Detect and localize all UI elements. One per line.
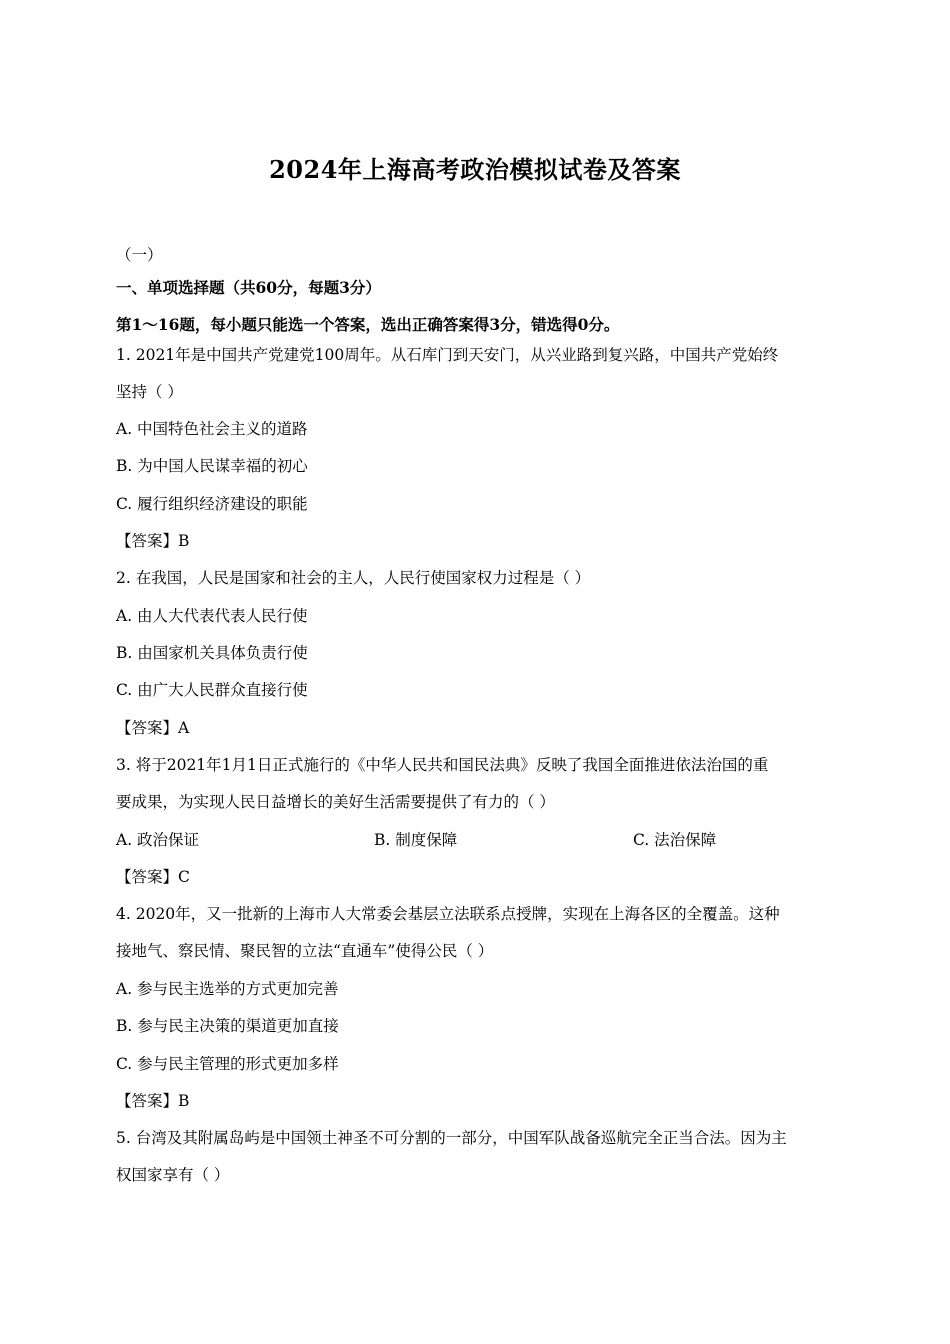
question-1-answer: 【答案】B	[116, 532, 190, 550]
question-2-text: 2. 在我国，人民是国家和社会的主人，人民行使国家权力过程是（ ）	[116, 569, 591, 587]
question-3-option-a: A. 政治保证	[116, 831, 200, 849]
question-5-text: 5. 台湾及其附属岛屿是中国领土神圣不可分割的一部分，中国军队战备巡航完全正当合法。因为主	[116, 1129, 787, 1147]
question-1-option-a: A. 中国特色社会主义的道路	[116, 420, 308, 438]
question-3-option-b: B. 制度保障	[374, 831, 458, 849]
document-title: 2024年上海高考政治模拟试卷及答案	[269, 155, 681, 184]
question-3-text-cont: 要成果，为实现人民日益增长的美好生活需要提供了有力的（ ）	[116, 793, 555, 811]
question-4-text: 4. 2020年，又一批新的上海市人大常委会基层立法联系点授牌，实现在上海各区的全覆盖。这种	[116, 905, 780, 923]
question-4-text-cont: 接地气、察民情、聚民智的立法“直通车”使得公民（ ）	[116, 942, 494, 960]
question-3-text: 3. 将于2021年1月1日正式施行的《中华人民共和国民法典》反映了我国全面推进依法治国的重	[116, 756, 769, 774]
question-1-text: 1. 2021年是中国共产党建党100周年。从石库门到天安门，从兴业路到复兴路，中国共产党始终	[116, 346, 779, 364]
section-label: （一）	[116, 246, 163, 264]
question-2-answer: 【答案】A	[116, 719, 190, 737]
question-4-option-a: A. 参与民主选举的方式更加完善	[116, 980, 339, 998]
question-4-answer: 【答案】B	[116, 1092, 190, 1110]
question-1-option-b: B. 为中国人民谋幸福的初心	[116, 457, 308, 475]
question-5-text-cont: 权国家享有（ ）	[116, 1166, 230, 1184]
question-3-answer: 【答案】C	[116, 868, 190, 886]
question-1-option-c: C. 履行组织经济建设的职能	[116, 495, 308, 513]
question-3-option-c: C. 法治保障	[633, 831, 717, 849]
question-4-option-c: C. 参与民主管理的形式更加多样	[116, 1055, 339, 1073]
question-1-text-cont: 坚持（ ）	[116, 383, 183, 401]
section-instruction: 第1～16题，每小题只能选一个答案，选出正确答案得3分，错选得0分。	[116, 315, 620, 334]
question-2-option-b: B. 由国家机关具体负责行使	[116, 644, 308, 662]
question-2-option-c: C. 由广大人民群众直接行使	[116, 681, 308, 699]
question-4-option-b: B. 参与民主决策的渠道更加直接	[116, 1017, 339, 1035]
section-heading: 一、单项选择题（共60分，每题3分）	[116, 278, 381, 297]
question-2-option-a: A. 由人大代表代表人民行使	[116, 607, 308, 625]
